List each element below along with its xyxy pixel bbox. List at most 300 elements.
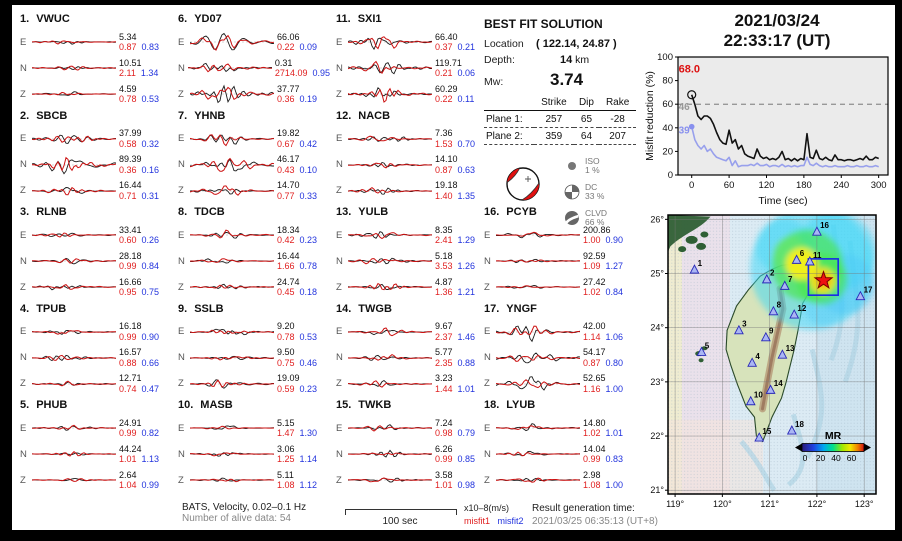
misfit2-value: 0.99 <box>141 480 160 490</box>
best-fit-title: BEST FIT SOLUTION <box>484 17 603 31</box>
station-title <box>336 303 488 318</box>
station-block <box>484 399 636 496</box>
trace-row <box>178 274 330 300</box>
plane1-row: Plane 1: 257 65 -28 <box>484 111 636 128</box>
channel-label: Z <box>336 185 342 196</box>
misfit2-value: 0.16 <box>141 164 160 175</box>
trace-row <box>20 81 172 107</box>
misfit2-value: 0.66 <box>141 357 160 368</box>
misfit1-value: 1.09 <box>583 261 601 271</box>
amplitude-value: 2.98 <box>583 469 601 480</box>
amplitude-units: x10–8(m/s) <box>464 503 510 513</box>
trace-values <box>435 180 475 201</box>
trace-values <box>119 251 159 272</box>
channel-label: Z <box>178 281 184 293</box>
misfit-reduction-chart <box>642 49 902 216</box>
channel-label: N <box>178 255 185 267</box>
misfit1-value: 0.87 <box>435 164 453 175</box>
svg-text:7: 7 <box>787 275 793 285</box>
svg-text:0: 0 <box>689 180 695 191</box>
channel-label: N <box>178 62 185 74</box>
trace-values <box>277 347 317 368</box>
misfit2-value: 0.95 <box>312 68 330 78</box>
svg-text:80: 80 <box>662 75 673 87</box>
station-number: 13. <box>336 206 352 218</box>
amplitude-value: 54.17 <box>583 347 606 357</box>
trace-values <box>277 154 317 175</box>
misfit1-value: 1.01 <box>435 480 453 490</box>
amplitude-value: 9.20 <box>277 321 295 331</box>
amplitude-value: 16.66 <box>119 276 142 287</box>
trace-row <box>20 222 172 248</box>
trace-values <box>277 277 317 298</box>
station-block <box>20 110 172 207</box>
trace-values <box>583 444 623 465</box>
trace-values <box>277 128 317 149</box>
amplitude-value: 33.41 <box>119 224 142 235</box>
station-title <box>484 399 636 414</box>
trace-values <box>277 32 317 53</box>
channel-label: Z <box>484 281 490 293</box>
misfit2-value: 0.47 <box>141 383 160 394</box>
trace-values <box>119 154 159 175</box>
channel-label: Z <box>336 474 342 486</box>
trace-row <box>20 441 172 467</box>
station-name: RLNB <box>36 206 67 218</box>
misfit2-value: 0.11 <box>457 94 475 104</box>
amplitude-value: 5.18 <box>435 250 453 261</box>
lon-tick-label: 121° <box>760 499 779 509</box>
trace-values <box>583 470 623 491</box>
amplitude-value: 0.31 <box>274 57 293 68</box>
misfit2-value: 0.83 <box>141 42 160 52</box>
trace-row <box>178 81 330 107</box>
station-number: 8. <box>178 206 188 218</box>
lat-tick-label: 24° <box>650 322 664 333</box>
station-title <box>178 303 330 318</box>
misfit1-value: 0.21 <box>435 68 453 78</box>
waveform-trace <box>190 178 274 204</box>
channel-label: Z <box>20 378 26 389</box>
time-scalebar <box>345 509 455 527</box>
trace-values <box>435 251 475 272</box>
misfit1-value: 1.66 <box>277 261 295 271</box>
trace-row <box>484 345 636 371</box>
station-title <box>178 399 330 414</box>
amplitude-value: 200.86 <box>583 224 611 235</box>
trace-row <box>336 274 488 300</box>
misfit2-value: 1.30 <box>299 428 318 438</box>
trace-values <box>583 347 623 368</box>
misfit1-value: 0.22 <box>277 42 295 52</box>
event-time: 22:33:17 (UT) <box>723 31 831 50</box>
waveform-trace <box>32 319 116 345</box>
misfit1-value: 1.04 <box>119 480 137 490</box>
trace-values <box>435 347 475 368</box>
waveform-trace <box>32 371 116 397</box>
waveform-trace <box>348 345 432 371</box>
amplitude-value: 4.59 <box>119 83 137 94</box>
trace-values <box>435 373 475 394</box>
channel-label: E <box>20 229 27 241</box>
iso-icon <box>564 158 580 174</box>
trace-values <box>435 128 475 149</box>
channel-label: N <box>178 352 185 363</box>
lon-tick-label: 119° <box>666 499 685 509</box>
amplitude-value: 14.04 <box>583 443 606 454</box>
svg-text:13: 13 <box>785 343 795 353</box>
trace-values <box>119 128 159 149</box>
trace-values <box>435 277 475 298</box>
station-block <box>20 206 172 303</box>
trace-row <box>20 248 172 274</box>
misfit1-value: 0.88 <box>119 357 137 368</box>
trace-values <box>435 418 475 439</box>
misfit2-value: 0.10 <box>299 164 318 175</box>
strike-header: Strike <box>534 94 574 111</box>
chart-xlabel: Time (sec) <box>758 195 808 207</box>
dc-label: DC <box>585 182 598 192</box>
trace-row <box>178 441 330 467</box>
station-number: 3. <box>20 206 30 218</box>
trace-values <box>277 251 317 272</box>
trace-values <box>435 58 475 79</box>
waveform-trace <box>348 371 432 397</box>
misfit1-value: 0.98 <box>435 428 453 438</box>
svg-text:0: 0 <box>802 453 808 463</box>
waveform-trace <box>190 415 274 441</box>
waveform-trace <box>190 467 274 493</box>
scalebar-label: 100 sec <box>382 516 418 527</box>
station-name: LYUB <box>506 399 536 411</box>
svg-text:9: 9 <box>769 326 774 336</box>
misfit2-value: 0.83 <box>605 454 624 464</box>
amplitude-value: 119.71 <box>435 57 462 68</box>
station-block <box>178 303 330 400</box>
waveform-trace <box>32 441 116 467</box>
misfit1-value: 1.47 <box>277 428 295 438</box>
amplitude-value: 37.99 <box>119 128 142 138</box>
svg-text:1: 1 <box>697 258 703 268</box>
misfit2-value: 1.29 <box>457 235 476 245</box>
misfit1-value: 3.53 <box>435 261 453 271</box>
misfit1-value: 0.74 <box>119 383 137 394</box>
misfit2-value: 0.75 <box>141 287 160 297</box>
station-name: YD07 <box>194 13 222 25</box>
trace-row <box>336 345 488 371</box>
misfit2-value: 0.19 <box>299 94 318 104</box>
station-name: YNGF <box>506 302 537 315</box>
trace-values <box>583 251 623 272</box>
waveform-trace <box>190 222 274 248</box>
trace-values <box>119 84 159 105</box>
station-block <box>20 399 172 496</box>
channel-label: E <box>20 326 27 337</box>
amplitude-value: 24.91 <box>119 417 142 428</box>
misfit2-value: 0.98 <box>457 480 476 490</box>
waveform-trace <box>348 55 432 81</box>
amplitude-value: 92.59 <box>583 250 606 261</box>
station-title <box>336 110 488 125</box>
lon-tick-label: 120° <box>713 499 732 509</box>
misfit1-value: 0.87 <box>119 42 137 52</box>
waveform-trace <box>190 274 274 300</box>
location-value: ( 122.14, 24.87 ) <box>536 38 617 50</box>
station-name: SBCB <box>36 109 68 122</box>
svg-text:10: 10 <box>753 390 763 400</box>
best-fit-solution-panel <box>484 17 642 231</box>
svg-text:17: 17 <box>863 285 873 295</box>
waveform-trace <box>190 152 274 178</box>
station-name: YULB <box>358 206 389 218</box>
amplitude-value: 27.42 <box>583 276 606 287</box>
trace-row <box>336 467 488 493</box>
amplitude-value: 14.10 <box>435 154 458 164</box>
misfit2-value: 0.09 <box>299 42 318 52</box>
trace-values <box>119 444 159 465</box>
misfit2-value: 0.79 <box>457 428 476 438</box>
trace-row <box>484 371 636 397</box>
amplitude-value: 66.06 <box>277 31 300 42</box>
amplitude-value: 8.35 <box>435 224 453 235</box>
trace-values <box>119 225 159 246</box>
channel-label: E <box>178 36 185 48</box>
depth-label: Depth: <box>484 54 515 66</box>
misfit1-value: 0.43 <box>277 164 295 175</box>
trace-row <box>484 467 636 493</box>
trace-row <box>336 248 488 274</box>
misfit2-value: 0.23 <box>299 383 318 394</box>
waveform-trace <box>348 178 432 204</box>
channel-label: E <box>484 229 491 241</box>
trace-row <box>484 319 636 345</box>
amplitude-value: 5.11 <box>277 469 294 480</box>
waveform-trace <box>32 248 116 274</box>
scalebar-line <box>345 509 457 515</box>
trace-row <box>484 248 636 274</box>
misfit1-value: 1.36 <box>435 287 453 297</box>
amplitude-value: 3.23 <box>435 373 453 383</box>
misfit2-value: 1.34 <box>140 68 159 78</box>
misfit1-value: 0.77 <box>277 190 295 201</box>
misfit2-value: 0.88 <box>457 357 476 368</box>
misfit2-value: 1.12 <box>299 480 318 490</box>
station-block <box>178 13 330 110</box>
lat-tick-label: 21° <box>650 485 664 496</box>
waveform-trace <box>496 441 580 467</box>
misfit2-value: 1.06 <box>605 331 624 342</box>
misfit2-value: 0.32 <box>141 138 160 149</box>
island-blob <box>699 358 704 362</box>
trace-values <box>277 84 317 105</box>
svg-text:60: 60 <box>846 453 857 463</box>
amplitude-value: 10.51 <box>119 57 142 68</box>
station-title <box>20 303 172 318</box>
station-block <box>336 399 488 496</box>
station-name: TPUB <box>36 302 67 315</box>
misfit2-value: 0.90 <box>141 331 160 342</box>
trace-row <box>336 441 488 467</box>
channel-label: N <box>178 448 185 460</box>
channel-label: Z <box>336 88 342 100</box>
waveform-trace <box>32 152 116 178</box>
misfit2-value: 1.26 <box>457 261 476 271</box>
channel-label: E <box>336 422 343 434</box>
waveform-trace <box>32 81 116 107</box>
station-number: 14. <box>336 302 352 315</box>
misfit2-value: 1.35 <box>457 190 476 201</box>
channel-label: E <box>336 229 343 241</box>
amplitude-value: 44.24 <box>119 443 142 454</box>
station-column-1 <box>20 13 172 496</box>
map-svg <box>642 211 894 513</box>
amplitude-value: 16.57 <box>119 347 142 357</box>
trace-row <box>20 126 172 152</box>
svg-text:16: 16 <box>820 220 830 230</box>
trace-row <box>336 222 488 248</box>
result-time: 2021/03/25 06:35:13 (UT+8) <box>532 516 658 527</box>
units-legend <box>464 503 524 526</box>
misfit1-value: 0.78 <box>277 331 295 342</box>
station-number: 15. <box>336 399 352 411</box>
misfit2-value: 0.90 <box>605 235 624 245</box>
misfit2-value: 1.27 <box>605 261 624 271</box>
waveform-trace <box>32 126 116 152</box>
svg-text:180: 180 <box>795 180 812 191</box>
amplitude-value: 37.77 <box>277 83 300 94</box>
trace-row <box>336 319 488 345</box>
trace-row <box>336 415 488 441</box>
channel-label: Z <box>484 378 490 389</box>
trace-row <box>484 274 636 300</box>
svg-text:2: 2 <box>770 268 775 278</box>
amplitude-value: 19.18 <box>435 180 458 190</box>
trace-row <box>20 467 172 493</box>
misfit1-value: 0.22 <box>435 94 453 104</box>
svg-text:14: 14 <box>773 379 783 389</box>
station-block <box>336 303 488 400</box>
trace-values <box>119 180 159 201</box>
misfit2-value: 0.78 <box>299 261 318 271</box>
channel-label: Z <box>178 474 184 486</box>
misfit2-value: 0.42 <box>299 138 318 149</box>
station-block <box>20 13 172 110</box>
waveform-trace <box>188 55 272 81</box>
station-column-4 <box>484 206 636 496</box>
station-name: VWUC <box>36 13 70 25</box>
station-name: TDCB <box>194 206 225 218</box>
trace-row <box>20 178 172 204</box>
amplitude-value: 28.18 <box>119 250 142 261</box>
trace-row <box>178 152 330 178</box>
iso-value: 1 % <box>585 165 600 175</box>
waveform-trace <box>496 274 580 300</box>
trace-values <box>435 470 475 491</box>
misfit2-value: 0.23 <box>299 235 318 245</box>
trace-row <box>336 152 488 178</box>
station-name: TWGB <box>358 302 392 315</box>
svg-text:6: 6 <box>799 249 805 259</box>
amplitude-value: 5.77 <box>435 347 453 357</box>
amplitude-value: 46.17 <box>277 154 300 164</box>
island-blob <box>686 236 698 244</box>
trace-values <box>119 418 159 439</box>
amplitude-value: 14.80 <box>583 417 606 428</box>
misfit1-value: 2.41 <box>435 235 453 245</box>
station-number: 2. <box>20 109 30 122</box>
station-number: 10. <box>178 399 194 411</box>
amplitude-value: 9.50 <box>277 347 295 357</box>
misfit1-value: 1.25 <box>277 454 295 464</box>
misfit2-value: 0.84 <box>605 287 624 297</box>
station-name: SSLB <box>194 302 224 315</box>
data-description <box>182 502 306 524</box>
station-block <box>336 13 488 110</box>
iso-label: ISO <box>585 156 600 166</box>
misfit1-value: 1.02 <box>583 287 601 297</box>
waveform-trace <box>348 415 432 441</box>
svg-text:240: 240 <box>833 180 850 191</box>
station-name: SXI1 <box>357 13 382 25</box>
station-block <box>20 303 172 400</box>
lat-tick-label: 22° <box>650 431 664 442</box>
trace-row <box>20 415 172 441</box>
waveform-trace <box>348 467 432 493</box>
misfit2-value: 1.21 <box>457 287 476 297</box>
station-name: PCYB <box>506 206 537 218</box>
mw-label: Mw: <box>484 76 504 88</box>
svg-text:100: 100 <box>657 52 673 63</box>
trace-row <box>178 345 330 371</box>
trace-row <box>20 55 172 81</box>
channel-label: N <box>336 62 343 74</box>
chart-annotation: 46 <box>678 102 690 114</box>
misfit1-value: 2714.09 <box>274 68 308 78</box>
misfit2-value: 0.84 <box>141 261 160 271</box>
misfit2-value: 1.01 <box>457 383 476 394</box>
svg-text:12: 12 <box>797 303 807 313</box>
station-number: 9. <box>178 302 188 315</box>
misfit2-value: 0.31 <box>141 190 160 201</box>
focal-mechanism-beachball <box>502 163 544 205</box>
misfit2-value: 1.46 <box>457 331 476 342</box>
location-label: Location <box>484 38 524 50</box>
misfit1-value: 0.59 <box>277 383 295 394</box>
channel-label: N <box>336 448 343 460</box>
svg-text:40: 40 <box>831 453 841 463</box>
trace-values <box>583 277 623 298</box>
station-number: 17. <box>484 302 500 315</box>
rake-header: Rake <box>599 94 636 111</box>
trace-row <box>336 178 488 204</box>
waveform-trace <box>348 222 432 248</box>
misfit1-value: 1.16 <box>583 383 601 394</box>
plane2-row: Plane 2: 359 64 207 <box>484 128 636 145</box>
trace-row <box>336 55 488 81</box>
misfit1-value: 2.37 <box>435 331 453 342</box>
channel-label: E <box>484 326 491 337</box>
channel-label: N <box>336 159 343 170</box>
trace-values <box>277 470 317 491</box>
svg-text:40: 40 <box>662 122 673 134</box>
chart-annotation: 39 <box>678 125 690 137</box>
decomposition-list <box>564 153 607 231</box>
taiwan-map <box>642 211 894 518</box>
waveform-trace <box>32 29 116 55</box>
station-column-3 <box>336 13 488 496</box>
waveform-trace <box>190 345 274 371</box>
station-title <box>178 110 330 125</box>
